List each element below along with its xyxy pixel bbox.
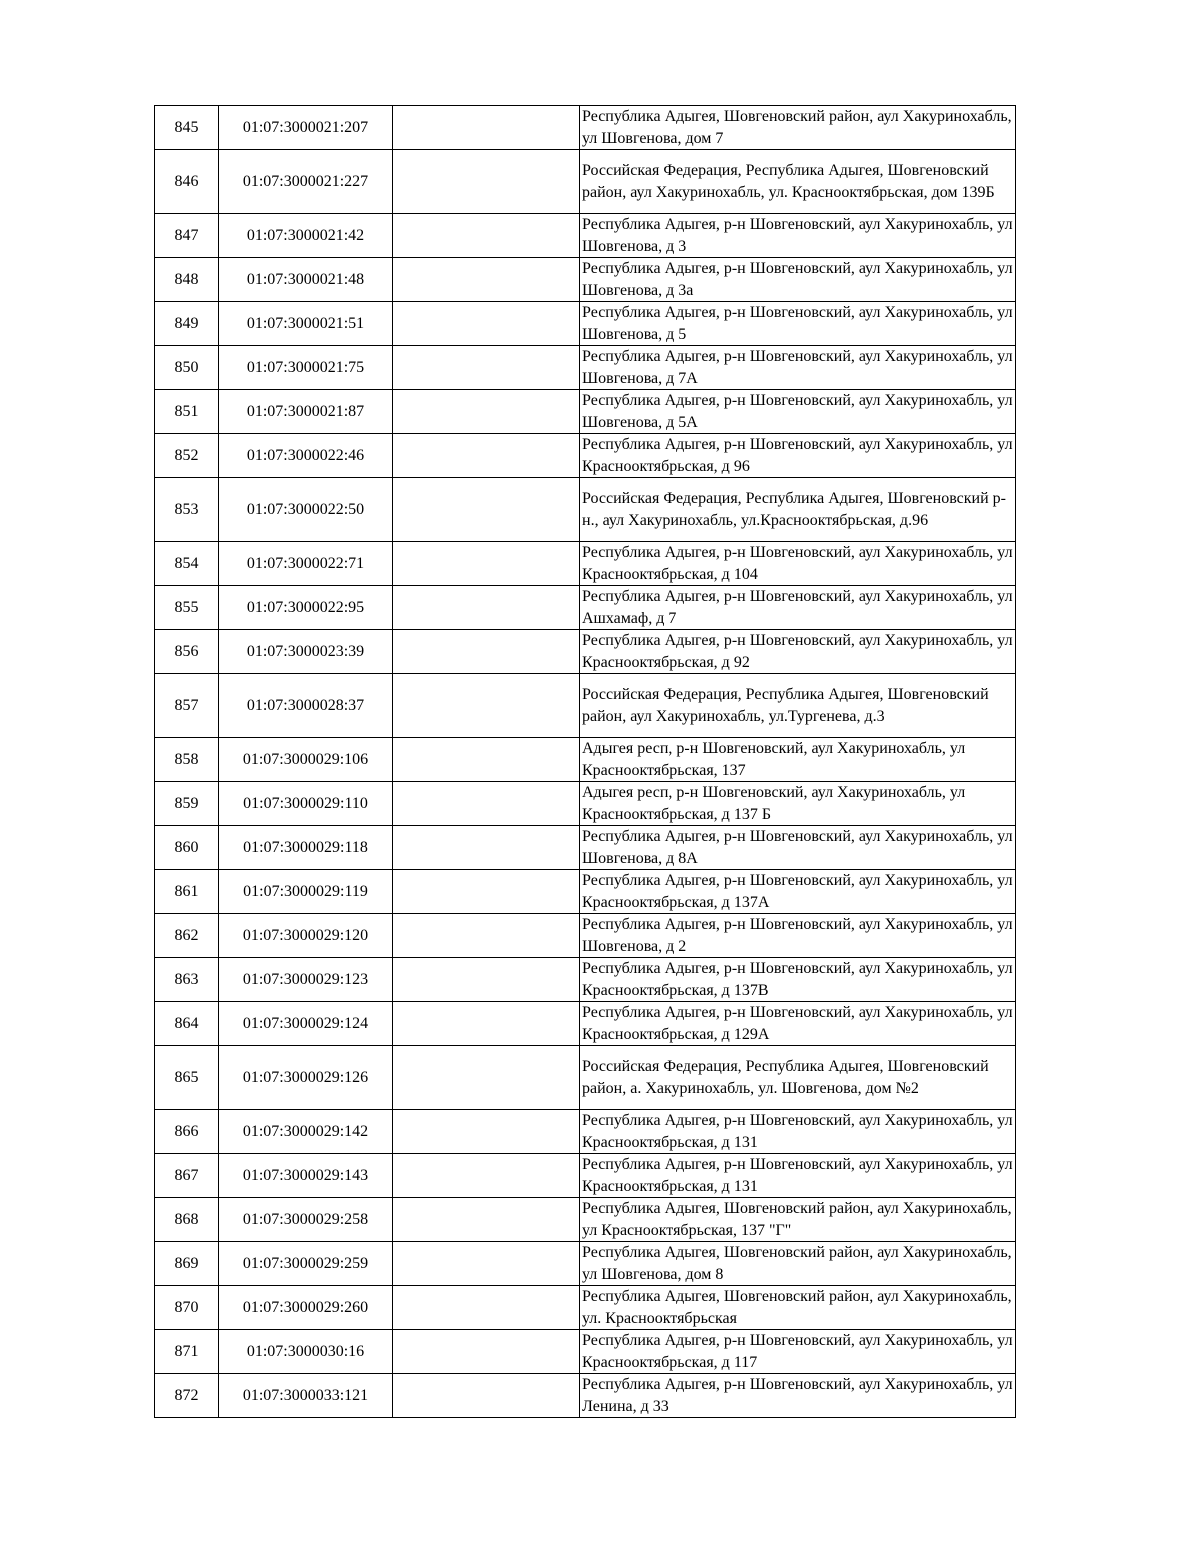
cadastral-number: 01:07:3000022:71 [219,542,393,586]
empty-cell [393,826,580,870]
table-row [155,258,1016,302]
table-row [155,1002,1016,1046]
table-row [155,914,1016,958]
table-row [155,1330,1016,1374]
row-number: 869 [155,1242,219,1286]
row-number: 860 [155,826,219,870]
empty-cell [393,782,580,826]
cadastral-table [154,105,1016,1418]
empty-cell [393,738,580,782]
empty-cell [393,106,580,150]
row-number: 852 [155,434,219,478]
address-cell: Республика Адыгея, Шовгеновский район, аул Хакуринохабль, ул Краснооктябрьская, 137 "Г" [580,1198,1016,1242]
cadastral-number: 01:07:3000029:126 [219,1046,393,1110]
row-number: 848 [155,258,219,302]
cadastral-number: 01:07:3000029:118 [219,826,393,870]
empty-cell [393,914,580,958]
address-cell: Республика Адыгея, Шовгеновский район, аул Хакуринохабль, ул Шовгенова, дом 8 [580,1242,1016,1286]
empty-cell [393,1242,580,1286]
address-cell: Республика Адыгея, р-н Шовгеновский, аул Хакуринохабль, ул Краснооктябрьская, д 131 [580,1110,1016,1154]
table-row [155,302,1016,346]
cadastral-number: 01:07:3000029:110 [219,782,393,826]
table-row [155,346,1016,390]
address-cell: Республика Адыгея, р-н Шовгеновский, аул Хакуринохабль, ул Шовгенова, д 5 [580,302,1016,346]
table-row [155,478,1016,542]
empty-cell [393,478,580,542]
row-number: 872 [155,1374,219,1418]
row-number: 867 [155,1154,219,1198]
empty-cell [393,346,580,390]
empty-cell [393,434,580,478]
row-number: 858 [155,738,219,782]
empty-cell [393,630,580,674]
cadastral-number: 01:07:3000023:39 [219,630,393,674]
cadastral-number: 01:07:3000030:16 [219,1330,393,1374]
address-cell: Республика Адыгея, Шовгеновский район, аул Хакуринохабль, ул. Краснооктябрьская [580,1286,1016,1330]
row-number: 850 [155,346,219,390]
cadastral-number: 01:07:3000029:124 [219,1002,393,1046]
cadastral-number: 01:07:3000029:260 [219,1286,393,1330]
cadastral-number: 01:07:3000029:258 [219,1198,393,1242]
empty-cell [393,302,580,346]
empty-cell [393,214,580,258]
table-row [155,150,1016,214]
address-cell: Республика Адыгея, р-н Шовгеновский, аул Хакуринохабль, ул Ашхамаф, д 7 [580,586,1016,630]
table-body [155,106,1016,1418]
address-cell: Российская Федерация, Республика Адыгея, Шовгеновский район, аул Хакуринохабль, ул. Краснооктябрьская, дом 139Б [580,150,1016,214]
row-number: 865 [155,1046,219,1110]
cadastral-number: 01:07:3000021:227 [219,150,393,214]
cadastral-number: 01:07:3000029:123 [219,958,393,1002]
address-cell: Республика Адыгея, р-н Шовгеновский, аул Хакуринохабль, ул Ленина, д 33 [580,1374,1016,1418]
row-number: 854 [155,542,219,586]
row-number: 862 [155,914,219,958]
empty-cell [393,1154,580,1198]
table-row [155,542,1016,586]
table-row [155,1242,1016,1286]
row-number: 864 [155,1002,219,1046]
cadastral-number: 01:07:3000029:120 [219,914,393,958]
address-cell: Республика Адыгея, р-н Шовгеновский, аул Хакуринохабль, ул Краснооктябрьская, д 117 [580,1330,1016,1374]
address-cell: Республика Адыгея, р-н Шовгеновский, аул Хакуринохабль, ул Краснооктябрьская, д 96 [580,434,1016,478]
cadastral-number: 01:07:3000021:87 [219,390,393,434]
cadastral-number: 01:07:3000029:142 [219,1110,393,1154]
address-cell: Республика Адыгея, р-н Шовгеновский, аул Хакуринохабль, ул Краснооктябрьская, д 131 [580,1154,1016,1198]
table-row [155,1110,1016,1154]
row-number: 857 [155,674,219,738]
empty-cell [393,1286,580,1330]
table-row [155,738,1016,782]
table-row [155,434,1016,478]
cadastral-number: 01:07:3000021:207 [219,106,393,150]
cadastral-number: 01:07:3000021:75 [219,346,393,390]
row-number: 847 [155,214,219,258]
address-cell: Адыгея респ, р-н Шовгеновский, аул Хакуринохабль, ул Краснооктябрьская, 137 [580,738,1016,782]
empty-cell [393,150,580,214]
empty-cell [393,1374,580,1418]
address-cell: Республика Адыгея, р-н Шовгеновский, аул Хакуринохабль, ул Шовгенова, д 3 [580,214,1016,258]
empty-cell [393,390,580,434]
table-row [155,1374,1016,1418]
cadastral-number: 01:07:3000029:259 [219,1242,393,1286]
table-row [155,1046,1016,1110]
table-row [155,870,1016,914]
address-cell: Адыгея респ, р-н Шовгеновский, аул Хакуринохабль, ул Краснооктябрьская, д 137 Б [580,782,1016,826]
empty-cell [393,258,580,302]
table-row [155,1286,1016,1330]
address-cell: Республика Адыгея, р-н Шовгеновский, аул Хакуринохабль, ул Шовгенова, д 3а [580,258,1016,302]
table-row [155,958,1016,1002]
row-number: 855 [155,586,219,630]
address-cell: Республика Адыгея, р-н Шовгеновский, аул Хакуринохабль, ул Шовгенова, д 2 [580,914,1016,958]
table-row [155,1198,1016,1242]
row-number: 851 [155,390,219,434]
empty-cell [393,1002,580,1046]
table-row [155,586,1016,630]
empty-cell [393,958,580,1002]
empty-cell [393,870,580,914]
row-number: 870 [155,1286,219,1330]
cadastral-number: 01:07:3000033:121 [219,1374,393,1418]
cadastral-number: 01:07:3000021:51 [219,302,393,346]
empty-cell [393,1198,580,1242]
table-row [155,214,1016,258]
row-number: 868 [155,1198,219,1242]
cadastral-number: 01:07:3000022:50 [219,478,393,542]
row-number: 853 [155,478,219,542]
cadastral-number: 01:07:3000029:119 [219,870,393,914]
cadastral-number: 01:07:3000029:106 [219,738,393,782]
address-cell: Республика Адыгея, Шовгеновский район, аул Хакуринохабль, ул Шовгенова, дом 7 [580,106,1016,150]
address-cell: Российская Федерация, Республика Адыгея, Шовгеновский р-н., аул Хакуринохабль, ул.Краснооктябрьская, д.96 [580,478,1016,542]
row-number: 863 [155,958,219,1002]
cadastral-number: 01:07:3000022:46 [219,434,393,478]
empty-cell [393,1046,580,1110]
address-cell: Республика Адыгея, р-н Шовгеновский, аул Хакуринохабль, ул Краснооктябрьская, д 104 [580,542,1016,586]
row-number: 861 [155,870,219,914]
row-number: 866 [155,1110,219,1154]
cadastral-number: 01:07:3000021:42 [219,214,393,258]
table-row [155,106,1016,150]
cadastral-number: 01:07:3000029:143 [219,1154,393,1198]
row-number: 856 [155,630,219,674]
address-cell: Российская Федерация, Республика Адыгея, Шовгеновский район, аул Хакуринохабль, ул.Тургенева, д.3 [580,674,1016,738]
empty-cell [393,542,580,586]
address-cell: Республика Адыгея, р-н Шовгеновский, аул Хакуринохабль, ул Краснооктябрьская, д 92 [580,630,1016,674]
empty-cell [393,674,580,738]
address-cell: Республика Адыгея, р-н Шовгеновский, аул Хакуринохабль, ул Шовгенова, д 7А [580,346,1016,390]
table-row [155,1154,1016,1198]
address-cell: Республика Адыгея, р-н Шовгеновский, аул Хакуринохабль, ул Шовгенова, д 8А [580,826,1016,870]
row-number: 849 [155,302,219,346]
table-row [155,782,1016,826]
cadastral-number: 01:07:3000021:48 [219,258,393,302]
row-number: 846 [155,150,219,214]
address-cell: Республика Адыгея, р-н Шовгеновский, аул Хакуринохабль, ул Краснооктябрьская, д 129А [580,1002,1016,1046]
address-cell: Российская Федерация, Республика Адыгея, Шовгеновский район, а. Хакуринохабль, ул. Шовгенова, дом №2 [580,1046,1016,1110]
address-cell: Республика Адыгея, р-н Шовгеновский, аул Хакуринохабль, ул Шовгенова, д 5А [580,390,1016,434]
table-row [155,630,1016,674]
address-cell: Республика Адыгея, р-н Шовгеновский, аул Хакуринохабль, ул Краснооктябрьская, д 137В [580,958,1016,1002]
address-cell: Республика Адыгея, р-н Шовгеновский, аул Хакуринохабль, ул Краснооктябрьская, д 137А [580,870,1016,914]
row-number: 859 [155,782,219,826]
table-row [155,826,1016,870]
row-number: 845 [155,106,219,150]
cadastral-number: 01:07:3000022:95 [219,586,393,630]
empty-cell [393,1110,580,1154]
empty-cell [393,586,580,630]
empty-cell [393,1330,580,1374]
table-row [155,390,1016,434]
row-number: 871 [155,1330,219,1374]
table-row [155,674,1016,738]
cadastral-number: 01:07:3000028:37 [219,674,393,738]
